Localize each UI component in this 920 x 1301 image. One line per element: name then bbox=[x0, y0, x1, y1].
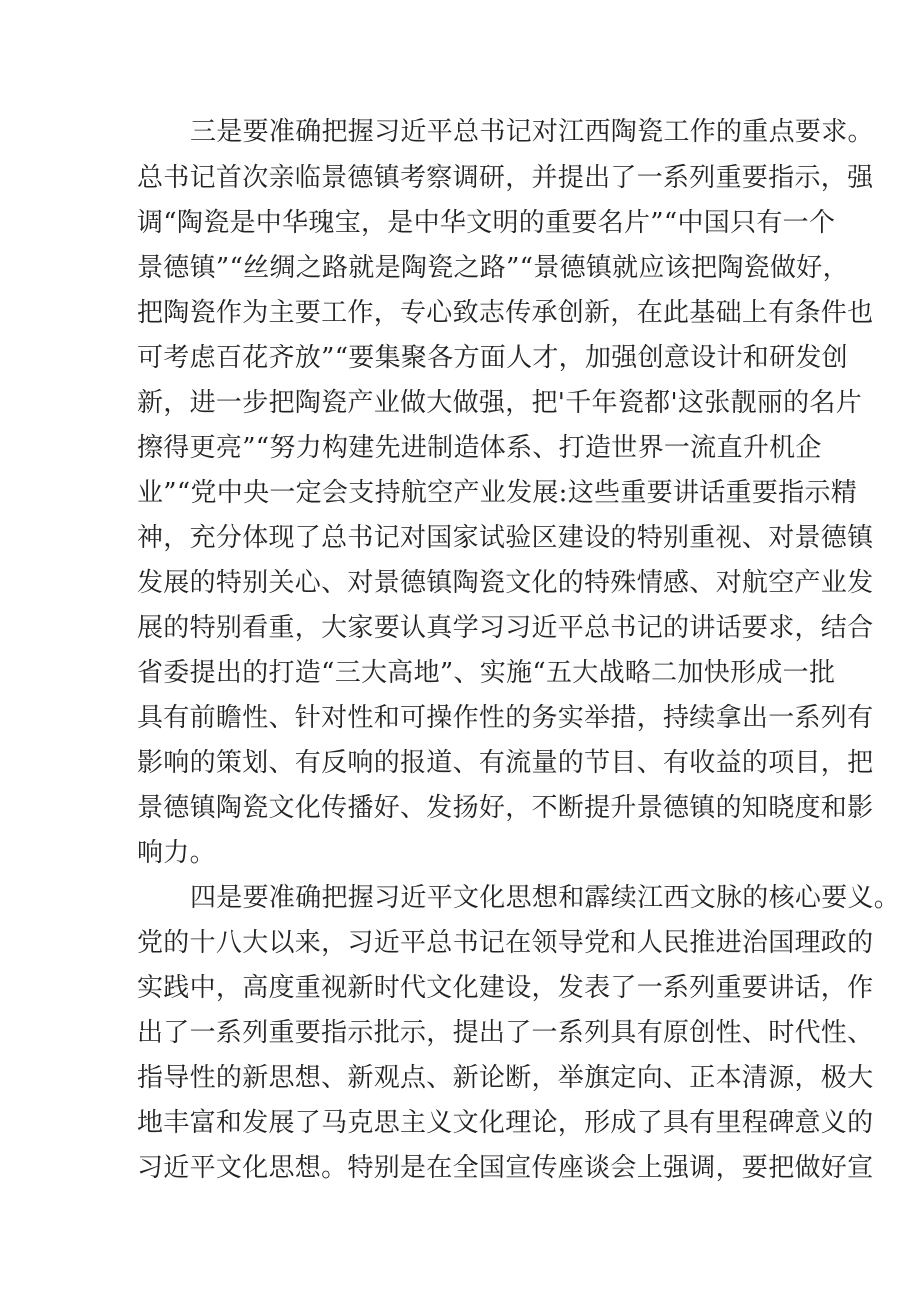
paragraph-2-line-6: 地丰富和发展了马克思主义文化理论，形成了具有里程碑意义的 bbox=[137, 1108, 874, 1138]
paragraph-2-line-1: 四是要准确把握习近平文化思想和霹续江西文脉的核心要义。 bbox=[190, 883, 901, 913]
paragraph-1-line-1: 三是要准确把握习近平总书记对江西陶瓷工作的重点要求。 bbox=[190, 117, 874, 147]
paragraph-2-line-2: 党的十八大以来，习近平总书记在领导党和人民推进治国理政的 bbox=[137, 928, 874, 958]
paragraph-1-line-2: 总书记首次亲临景德镇考察调研，并提出了一系列重要指示，强 bbox=[137, 163, 874, 193]
paragraph-1-line-17: 响力。 bbox=[137, 838, 216, 868]
paragraph-1-line-4: 景德镇”“丝绸之路就是陶瓷之路”“景德镇就应该把陶瓷做好， bbox=[137, 253, 849, 283]
paragraph-1-line-7: 新，进一步把陶瓷产业做大做强，把'千年瓷都'这张靓丽的名片 bbox=[137, 388, 862, 418]
paragraph-1-line-15: 影响的策划、有反响的报道、有流量的节目、有收益的项目，把 bbox=[137, 748, 874, 778]
paragraph-1-line-12: 展的特别看重，大家要认真学习习近平总书记的讲话要求，结合 bbox=[137, 613, 874, 643]
paragraph-1-line-3: 调“陶瓷是中华瑰宝，是中华文明的重要名片”“中国只有一个 bbox=[137, 208, 836, 238]
paragraph-1-line-9: 业”“党中央一定会支持航空产业发展:这些重要讲话重要指示精 bbox=[137, 478, 858, 508]
paragraph-1-line-8: 擦得更亮”“努力构建先进制造体系、打造世界一流直升机企 bbox=[137, 433, 822, 463]
paragraph-1-line-5: 把陶瓷作为主要工作，专心致志传承创新，在此基础上有条件也 bbox=[137, 298, 874, 328]
paragraph-2-line-4: 出了一系列重要指示批示，提出了一系列具有原创性、时代性、 bbox=[137, 1018, 874, 1048]
paragraph-2-line-5: 指导性的新思想、新观点、新论断，举旗定向、正本清源，极大 bbox=[137, 1063, 874, 1093]
paragraph-1-line-10: 神，充分体现了总书记对国家试验区建设的特别重视、对景德镇 bbox=[137, 523, 874, 553]
paragraph-1-line-16: 景德镇陶瓷文化传播好、发扬好，不断提升景德镇的知晓度和影 bbox=[137, 793, 874, 823]
paragraph-2-line-7: 习近平文化思想。特别是在全国宣传座谈会上强调，要把做好宣 bbox=[137, 1153, 874, 1183]
paragraph-1-line-14: 具有前瞻性、针对性和可操作性的务实举措，持续拿出一系列有 bbox=[137, 703, 874, 733]
paragraph-1-line-6: 可考虑百花齐放”“要集聚各方面人才，加强创意设计和研发创 bbox=[137, 343, 848, 373]
paragraph-1-line-13: 省委提出的打造“三大高地”、实施“五大战略二加快形成一批 bbox=[137, 658, 836, 688]
paragraph-2-line-3: 实践中，高度重视新时代文化建设，发表了一系列重要讲话，作 bbox=[137, 973, 874, 1003]
paragraph-1-line-11: 发展的特别关心、对景德镇陶瓷文化的特殊情感、对航空产业发 bbox=[137, 568, 874, 598]
